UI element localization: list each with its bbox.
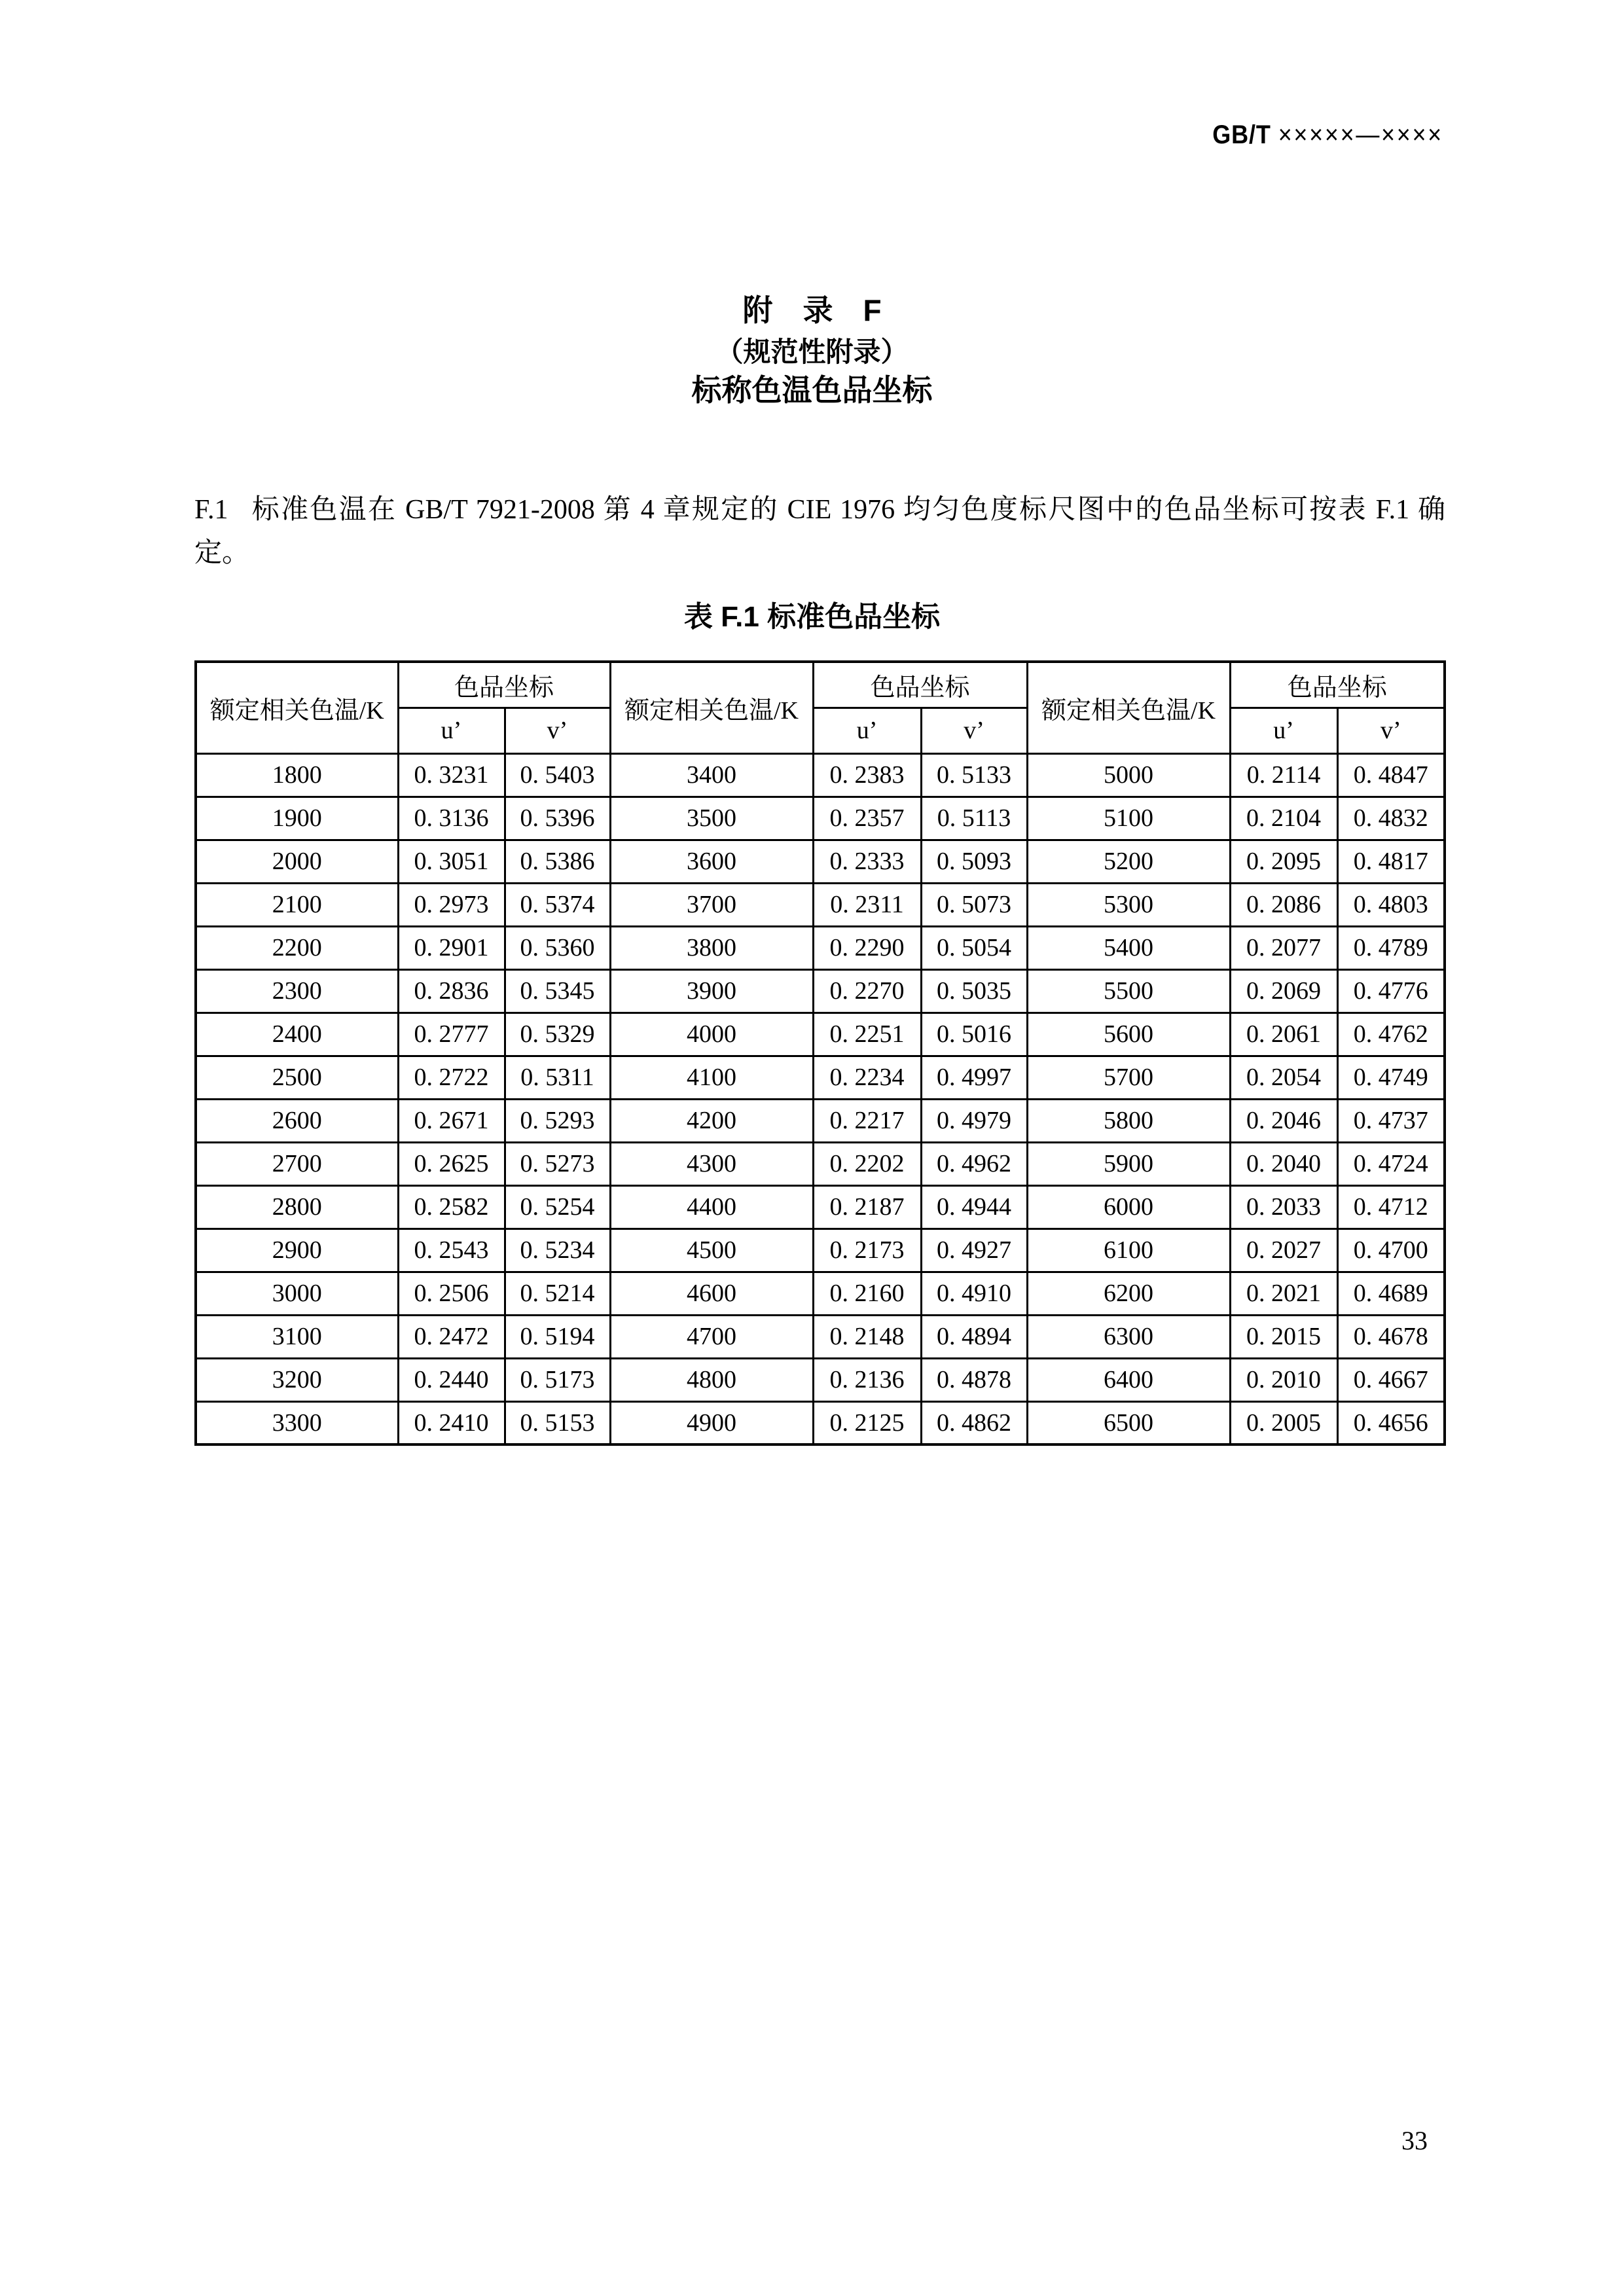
cct-cell-3: 5100	[1027, 797, 1230, 840]
cct-cell-3: 5900	[1027, 1142, 1230, 1185]
table-row	[196, 1099, 1445, 1142]
u-cell-1: 0. 2671	[398, 1099, 505, 1142]
table-row	[196, 1229, 1445, 1272]
v-cell-1: 0. 5360	[505, 926, 610, 969]
header-u-2: u’	[813, 708, 921, 753]
v-cell-3: 0. 4832	[1337, 797, 1445, 840]
v-cell-2: 0. 5113	[921, 797, 1027, 840]
u-cell-3: 0. 2040	[1230, 1142, 1337, 1185]
v-cell-3: 0. 4789	[1337, 926, 1445, 969]
clause-id: F.1	[194, 495, 228, 525]
v-cell-1: 0. 5345	[505, 969, 610, 1013]
appendix-name: 标称色温色品坐标	[691, 373, 933, 407]
cct-cell-2: 4200	[610, 1099, 813, 1142]
u-cell-3: 0. 2027	[1230, 1229, 1337, 1272]
cct-cell-3: 5300	[1027, 883, 1230, 926]
cct-cell-1: 1900	[196, 797, 398, 840]
header-u-1: u’	[398, 708, 505, 753]
v-cell-2: 0. 5016	[921, 1013, 1027, 1056]
v-cell-1: 0. 5386	[505, 840, 610, 883]
v-cell-2: 0. 4910	[921, 1272, 1027, 1315]
table-caption: 表 F.1 标准色品坐标	[683, 601, 941, 633]
cct-cell-2: 3400	[610, 753, 813, 797]
cct-cell-1: 2900	[196, 1229, 398, 1272]
v-cell-1: 0. 5311	[505, 1056, 610, 1099]
cct-cell-3: 5600	[1027, 1013, 1230, 1056]
cct-cell-2: 3900	[610, 969, 813, 1013]
chromaticity-table	[194, 660, 1446, 1446]
header-v-3: v’	[1337, 708, 1445, 753]
table-row	[196, 1013, 1445, 1056]
header-cct-3: 额定相关色温/K	[1027, 662, 1230, 753]
u-cell-1: 0. 3051	[398, 840, 505, 883]
cct-cell-1: 1800	[196, 753, 398, 797]
table-body	[196, 753, 1445, 1444]
v-cell-3: 0. 4712	[1337, 1185, 1445, 1229]
header-cct-2: 额定相关色温/K	[610, 662, 813, 753]
cct-cell-3: 6100	[1027, 1229, 1230, 1272]
v-cell-2: 0. 4944	[921, 1185, 1027, 1229]
cct-cell-2: 3800	[610, 926, 813, 969]
cct-cell-1: 2100	[196, 883, 398, 926]
u-cell-1: 0. 2836	[398, 969, 505, 1013]
u-cell-1: 0. 2625	[398, 1142, 505, 1185]
u-cell-1: 0. 2777	[398, 1013, 505, 1056]
cct-cell-1: 2200	[196, 926, 398, 969]
table-header-row-1	[196, 662, 1445, 708]
v-cell-2: 0. 4894	[921, 1315, 1027, 1358]
u-cell-1: 0. 2440	[398, 1358, 505, 1401]
u-cell-2: 0. 2136	[813, 1358, 921, 1401]
u-cell-2: 0. 2357	[813, 797, 921, 840]
v-cell-1: 0. 5254	[505, 1185, 610, 1229]
u-cell-1: 0. 2472	[398, 1315, 505, 1358]
v-cell-3: 0. 4762	[1337, 1013, 1445, 1056]
cct-cell-2: 4700	[610, 1315, 813, 1358]
appendix-subtitle: （规范性附录）	[715, 336, 909, 367]
cct-cell-1: 2700	[196, 1142, 398, 1185]
u-cell-3: 0. 2095	[1230, 840, 1337, 883]
cct-cell-1: 2300	[196, 969, 398, 1013]
u-cell-1: 0. 2722	[398, 1056, 505, 1099]
cct-cell-1: 3000	[196, 1272, 398, 1315]
table-row	[196, 1401, 1445, 1444]
v-cell-1: 0. 5374	[505, 883, 610, 926]
u-cell-2: 0. 2251	[813, 1013, 921, 1056]
header-coord-3: 色品坐标	[1230, 662, 1445, 708]
header-u-3: u’	[1230, 708, 1337, 753]
cct-cell-2: 3600	[610, 840, 813, 883]
u-cell-1: 0. 2410	[398, 1401, 505, 1444]
cct-cell-3: 5500	[1027, 969, 1230, 1013]
u-cell-2: 0. 2383	[813, 753, 921, 797]
cct-cell-2: 4900	[610, 1401, 813, 1444]
v-cell-3: 0. 4817	[1337, 840, 1445, 883]
u-cell-1: 0. 2973	[398, 883, 505, 926]
u-cell-3: 0. 2054	[1230, 1056, 1337, 1099]
v-cell-2: 0. 4862	[921, 1401, 1027, 1444]
v-cell-2: 0. 4878	[921, 1358, 1027, 1401]
table-row	[196, 969, 1445, 1013]
v-cell-2: 0. 5035	[921, 969, 1027, 1013]
table-row	[196, 840, 1445, 883]
cct-cell-1: 3200	[196, 1358, 398, 1401]
v-cell-2: 0. 4927	[921, 1229, 1027, 1272]
cct-cell-3: 5400	[1027, 926, 1230, 969]
v-cell-1: 0. 5329	[505, 1013, 610, 1056]
v-cell-3: 0. 4700	[1337, 1229, 1445, 1272]
cct-cell-2: 4300	[610, 1142, 813, 1185]
cct-cell-2: 4500	[610, 1229, 813, 1272]
cct-cell-1: 2800	[196, 1185, 398, 1229]
v-cell-1: 0. 5153	[505, 1401, 610, 1444]
header-v-1: v’	[505, 708, 610, 753]
clause-paragraph	[194, 488, 1445, 575]
u-cell-3: 0. 2033	[1230, 1185, 1337, 1229]
clause-text-line-1: 标准色温在 GB/T 7921-2008 第 4 章规定的 CIE 1976 均匀色度标尺图中的色品坐标可按表 F.1 确	[250, 495, 1445, 525]
table-row	[196, 926, 1445, 969]
cct-cell-2: 4800	[610, 1358, 813, 1401]
table-row	[196, 1056, 1445, 1099]
v-cell-3: 0. 4656	[1337, 1401, 1445, 1444]
v-cell-1: 0. 5194	[505, 1315, 610, 1358]
table-row	[196, 753, 1445, 797]
cct-cell-1: 2400	[196, 1013, 398, 1056]
v-cell-1: 0. 5396	[505, 797, 610, 840]
cct-cell-3: 5700	[1027, 1056, 1230, 1099]
v-cell-2: 0. 5133	[921, 753, 1027, 797]
v-cell-3: 0. 4689	[1337, 1272, 1445, 1315]
cct-cell-1: 3100	[196, 1315, 398, 1358]
cct-cell-1: 3300	[196, 1401, 398, 1444]
v-cell-2: 0. 4997	[921, 1056, 1027, 1099]
u-cell-1: 0. 3231	[398, 753, 505, 797]
u-cell-2: 0. 2217	[813, 1099, 921, 1142]
header-coord-2: 色品坐标	[813, 662, 1027, 708]
table-row	[196, 1315, 1445, 1358]
v-cell-1: 0. 5293	[505, 1099, 610, 1142]
cct-cell-2: 4600	[610, 1272, 813, 1315]
standard-code-prefix: GB/T	[1212, 120, 1271, 149]
header-v-2: v’	[921, 708, 1027, 753]
cct-cell-3: 6200	[1027, 1272, 1230, 1315]
table-row	[196, 1142, 1445, 1185]
page-number: 33	[1401, 2126, 1428, 2155]
appendix-title: 附 录 F	[742, 293, 882, 327]
u-cell-2: 0. 2173	[813, 1229, 921, 1272]
u-cell-3: 0. 2021	[1230, 1272, 1337, 1315]
u-cell-2: 0. 2270	[813, 969, 921, 1013]
cct-cell-3: 5800	[1027, 1099, 1230, 1142]
v-cell-3: 0. 4737	[1337, 1099, 1445, 1142]
cct-cell-1: 2000	[196, 840, 398, 883]
cct-cell-3: 6500	[1027, 1401, 1230, 1444]
cct-cell-3: 6000	[1027, 1185, 1230, 1229]
v-cell-2: 0. 5073	[921, 883, 1027, 926]
v-cell-2: 0. 4962	[921, 1142, 1027, 1185]
table-row	[196, 883, 1445, 926]
u-cell-2: 0. 2202	[813, 1142, 921, 1185]
v-cell-3: 0. 4776	[1337, 969, 1445, 1013]
u-cell-2: 0. 2187	[813, 1185, 921, 1229]
clause-line-2: 定。	[194, 538, 250, 568]
u-cell-3: 0. 2010	[1230, 1358, 1337, 1401]
u-cell-2: 0. 2148	[813, 1315, 921, 1358]
v-cell-3: 0. 4667	[1337, 1358, 1445, 1401]
table-row	[196, 1185, 1445, 1229]
cct-cell-1: 2500	[196, 1056, 398, 1099]
standard-code	[1212, 120, 1443, 150]
v-cell-3: 0. 4724	[1337, 1142, 1445, 1185]
v-cell-1: 0. 5403	[505, 753, 610, 797]
u-cell-3: 0. 2114	[1230, 753, 1337, 797]
table-row	[196, 797, 1445, 840]
clause-line-1	[194, 488, 1445, 531]
u-cell-1: 0. 3136	[398, 797, 505, 840]
table-row	[196, 1358, 1445, 1401]
u-cell-2: 0. 2311	[813, 883, 921, 926]
u-cell-3: 0. 2086	[1230, 883, 1337, 926]
cct-cell-2: 4100	[610, 1056, 813, 1099]
u-cell-1: 0. 2901	[398, 926, 505, 969]
u-cell-2: 0. 2333	[813, 840, 921, 883]
cct-cell-1: 2600	[196, 1099, 398, 1142]
u-cell-3: 0. 2015	[1230, 1315, 1337, 1358]
u-cell-3: 0. 2005	[1230, 1401, 1337, 1444]
u-cell-1: 0. 2582	[398, 1185, 505, 1229]
u-cell-3: 0. 2069	[1230, 969, 1337, 1013]
cct-cell-2: 3700	[610, 883, 813, 926]
u-cell-1: 0. 2506	[398, 1272, 505, 1315]
v-cell-2: 0. 5054	[921, 926, 1027, 969]
header-coord-1: 色品坐标	[398, 662, 610, 708]
cct-cell-3: 5000	[1027, 753, 1230, 797]
v-cell-3: 0. 4803	[1337, 883, 1445, 926]
table-row	[196, 1272, 1445, 1315]
u-cell-2: 0. 2234	[813, 1056, 921, 1099]
cct-cell-3: 6300	[1027, 1315, 1230, 1358]
u-cell-3: 0. 2077	[1230, 926, 1337, 969]
table-header	[196, 662, 1445, 753]
u-cell-1: 0. 2543	[398, 1229, 505, 1272]
cct-cell-2: 3500	[610, 797, 813, 840]
standard-code-number: ×××××—××××	[1278, 120, 1443, 149]
v-cell-1: 0. 5214	[505, 1272, 610, 1315]
v-cell-2: 0. 5093	[921, 840, 1027, 883]
v-cell-1: 0. 5273	[505, 1142, 610, 1185]
v-cell-3: 0. 4847	[1337, 753, 1445, 797]
cct-cell-3: 5200	[1027, 840, 1230, 883]
u-cell-2: 0. 2160	[813, 1272, 921, 1315]
header-cct-1: 额定相关色温/K	[196, 662, 398, 753]
v-cell-1: 0. 5173	[505, 1358, 610, 1401]
u-cell-3: 0. 2061	[1230, 1013, 1337, 1056]
v-cell-1: 0. 5234	[505, 1229, 610, 1272]
cct-cell-2: 4400	[610, 1185, 813, 1229]
cct-cell-3: 6400	[1027, 1358, 1230, 1401]
v-cell-3: 0. 4678	[1337, 1315, 1445, 1358]
u-cell-3: 0. 2104	[1230, 797, 1337, 840]
u-cell-2: 0. 2125	[813, 1401, 921, 1444]
cct-cell-2: 4000	[610, 1013, 813, 1056]
v-cell-3: 0. 4749	[1337, 1056, 1445, 1099]
u-cell-3: 0. 2046	[1230, 1099, 1337, 1142]
v-cell-2: 0. 4979	[921, 1099, 1027, 1142]
u-cell-2: 0. 2290	[813, 926, 921, 969]
